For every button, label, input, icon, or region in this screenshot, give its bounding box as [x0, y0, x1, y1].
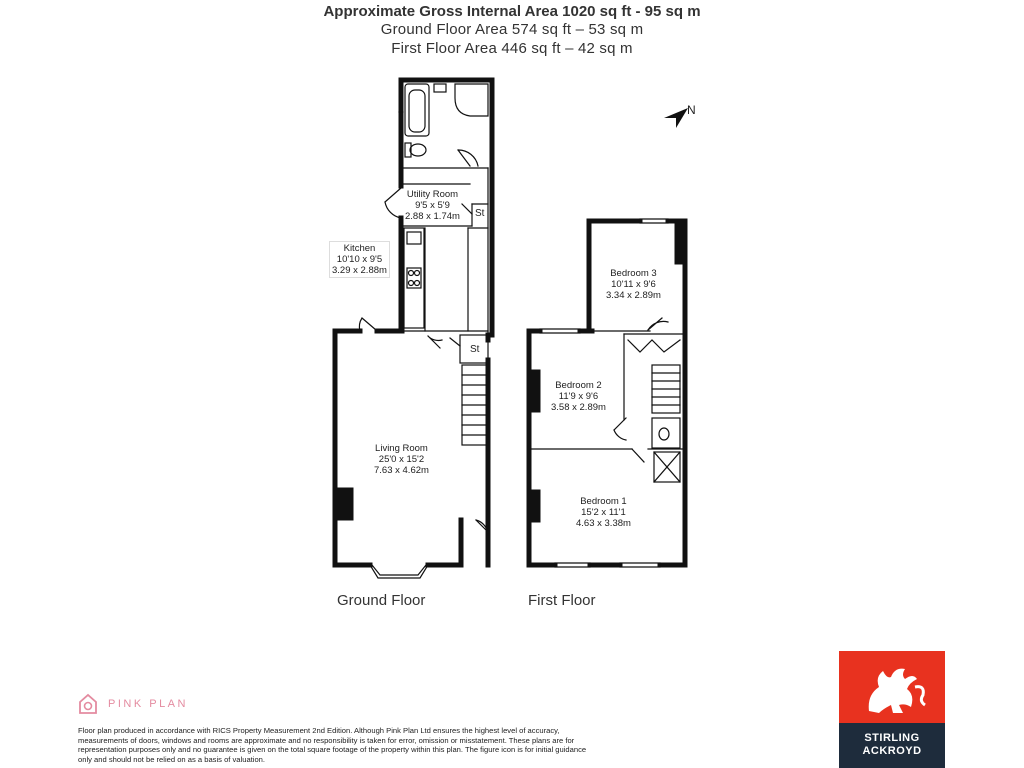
room-name: Utility Room: [406, 189, 459, 200]
room-imperial: 10'10 x 9'5: [336, 254, 383, 265]
agent-name-line1: STIRLING: [864, 732, 920, 744]
room-imperial: 9'5 x 5'9: [415, 200, 450, 211]
north-arrow-icon: [664, 108, 688, 128]
room-metric: 3.34 x 2.89m: [606, 290, 661, 301]
room-label-utility: [405, 189, 460, 222]
room-metric: 3.29 x 2.88m: [332, 265, 387, 276]
stirling-ackroyd-logo: [839, 651, 945, 768]
agent-name-line2: ACKROYD: [862, 745, 922, 757]
plan-title: Approximate Gross Internal Area 1020 sq ft - 95 sq m: [323, 3, 701, 20]
room-name: Bedroom 2: [555, 380, 602, 391]
ground-floor-area: Ground Floor Area 574 sq ft – 53 sq m: [380, 21, 644, 38]
room-metric: 4.63 x 3.38m: [576, 518, 631, 529]
room-name: Kitchen: [343, 243, 376, 254]
pink-plan-branding: [78, 693, 188, 715]
room-label-bedroom-3: [606, 268, 661, 301]
room-imperial: 11'9 x 9'6: [558, 391, 599, 402]
room-label-bedroom-1: [576, 496, 631, 529]
room-label-kitchen: [329, 241, 390, 278]
room-name: Living Room: [375, 443, 428, 454]
first-floor-area: First Floor Area 446 sq ft – 42 sq m: [391, 40, 633, 57]
room-imperial: 25'0 x 15'2: [378, 454, 425, 465]
pink-plan-name: PINK PLAN: [108, 698, 188, 710]
first-floor-label: First Floor: [528, 592, 596, 609]
room-metric: 7.63 x 4.62m: [374, 465, 429, 476]
ground-floor-label: Ground Floor: [337, 592, 426, 609]
store-label: St: [470, 344, 480, 355]
room-name: Bedroom 3: [610, 268, 657, 279]
room-imperial: 15'2 x 11'1: [581, 507, 626, 518]
room-metric: 3.58 x 2.89m: [551, 402, 606, 413]
room-label-living: [374, 443, 429, 476]
disclaimer-text: Floor plan produced in accordance with RICS Property Measurement 2nd Edition. Although Pink Plan Ltd ensures the highest level of accuracy, measurements of doors, windows and rooms are approximate and no responsibility is taken for error, omission or misstatement. These plans are for representation purposes only and no guarantee is given on the total square footage of the property within this plan. The figure icon is for initial guidance only and should not be relied on as a basis of valuation.: [78, 726, 587, 764]
room-name: Bedroom 1: [580, 496, 627, 507]
griffin-icon: [839, 651, 945, 723]
room-label-bedroom-2: [551, 380, 606, 413]
north-label: N: [687, 103, 696, 117]
store-label: St: [475, 208, 485, 219]
room-metric: 2.88 x 1.74m: [405, 211, 460, 222]
room-imperial: 10'11 x 9'6: [611, 279, 656, 290]
agent-name-panel: [839, 723, 945, 768]
pink-plan-logo-icon: [78, 693, 98, 715]
